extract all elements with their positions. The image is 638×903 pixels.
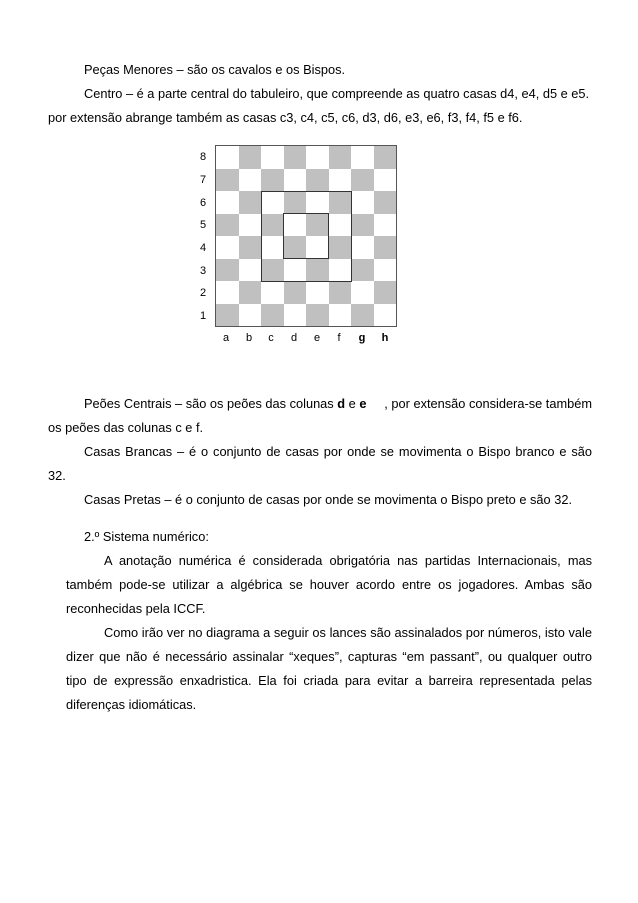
square-h7 [374,169,397,192]
square-h6 [374,191,397,214]
square-h1 [374,304,397,327]
file-label: c [268,332,274,344]
square-g6 [351,191,374,214]
square-f1 [329,304,352,327]
square-c8 [261,146,284,169]
text-line [84,396,592,412]
square-h4 [374,236,397,259]
square-e6 [306,191,329,214]
square-c7 [261,169,284,192]
square-c5 [261,214,284,237]
file-label: f [337,332,341,344]
square-f8 [329,146,352,169]
text-line: Como irão ver no diagrama a seguir os lances são assinalados por números, isto vale [104,625,592,640]
square-f4 [329,236,352,259]
square-f3 [329,259,352,282]
square-a6 [216,191,239,214]
rank-label: 3 [199,265,207,277]
square-h8 [374,146,397,169]
square-d8 [284,146,307,169]
square-a2 [216,281,239,304]
square-g8 [351,146,374,169]
square-g3 [351,259,374,282]
square-h2 [374,281,397,304]
rank-label: 2 [199,287,207,299]
square-g2 [351,281,374,304]
text-line: Centro – é a parte central do tabuleiro, que compreende as quatro casas d4, e4, d5 e e5. [84,86,590,101]
square-d3 [284,259,307,282]
text-line: tipo de expressão enxadristica. Ela foi criada para evitar a barreira representada pelas [66,673,592,688]
square-c4 [261,236,284,259]
square-c3 [261,259,284,282]
square-a8 [216,146,239,169]
square-c1 [261,304,284,327]
square-d6 [284,191,307,214]
rank-label: 1 [199,310,207,322]
square-d4 [284,236,307,259]
rank-label: 8 [199,151,207,163]
square-b3 [239,259,262,282]
square-b8 [239,146,262,169]
square-b4 [239,236,262,259]
square-b2 [239,281,262,304]
rank-label: 5 [199,219,207,231]
square-c2 [261,281,284,304]
rank-label: 7 [199,174,207,186]
square-g5 [351,214,374,237]
text-line: Casas Pretas – é o conjunto de casas por onde se movimenta o Bispo preto e são 32. [84,492,572,507]
square-a7 [216,169,239,192]
rank-label: 4 [199,242,207,254]
square-b7 [239,169,262,192]
text-line: os peões das colunas c e f. [48,420,204,435]
square-e5 [306,214,329,237]
rank-label: 6 [199,197,207,209]
square-h3 [374,259,397,282]
square-e1 [306,304,329,327]
square-b1 [239,304,262,327]
square-b5 [239,214,262,237]
square-g7 [351,169,374,192]
text-line: também pode-se utilizar a algébrica se houver acordo entre os jogadores. Ambas são [66,577,592,592]
square-h5 [374,214,397,237]
square-e3 [306,259,329,282]
square-a4 [216,236,239,259]
square-a5 [216,214,239,237]
square-c6 [261,191,284,214]
square-f5 [329,214,352,237]
text-line: Peças Menores – são os cavalos e os Bispos. [84,62,346,77]
file-label: b [245,332,253,344]
file-label: h [381,332,389,344]
square-d5 [284,214,307,237]
text-line: 32. [48,468,66,483]
file-label: e [313,332,321,344]
text-line: reconhecidas pela ICCF. [66,601,206,616]
file-label: a [222,332,230,344]
text-line: dizer que não é necessário assinalar “xeques”, capturas “em passant”, ou qualquer outro [66,649,592,664]
text-span: Peões Centrais – são os peões das colunas d e e [84,396,367,411]
square-e7 [306,169,329,192]
text-line: diferenças idiomáticas. [66,697,197,712]
square-f6 [329,191,352,214]
square-f2 [329,281,352,304]
section-heading: 2.º Sistema numérico: [84,529,209,544]
square-e2 [306,281,329,304]
chess-board [215,145,397,327]
square-d1 [284,304,307,327]
text-line: Casas Brancas – é o conjunto de casas por onde se movimenta o Bispo branco e são [84,444,592,459]
square-e4 [306,236,329,259]
text-line: por extensão abrange também as casas c3, c4, c5, c6, d3, d6, e3, e6, f3, f4, f5 e f6. [48,110,523,125]
square-a1 [216,304,239,327]
square-d7 [284,169,307,192]
square-g4 [351,236,374,259]
text-line: A anotação numérica é considerada obrigatória nas partidas Internacionais, mas [104,553,592,568]
square-g1 [351,304,374,327]
square-d2 [284,281,307,304]
file-label: g [358,332,366,344]
square-f7 [329,169,352,192]
square-e8 [306,146,329,169]
file-label: d [290,332,298,344]
square-b6 [239,191,262,214]
square-a3 [216,259,239,282]
text-span: , por extensão considera-se também [384,396,592,411]
